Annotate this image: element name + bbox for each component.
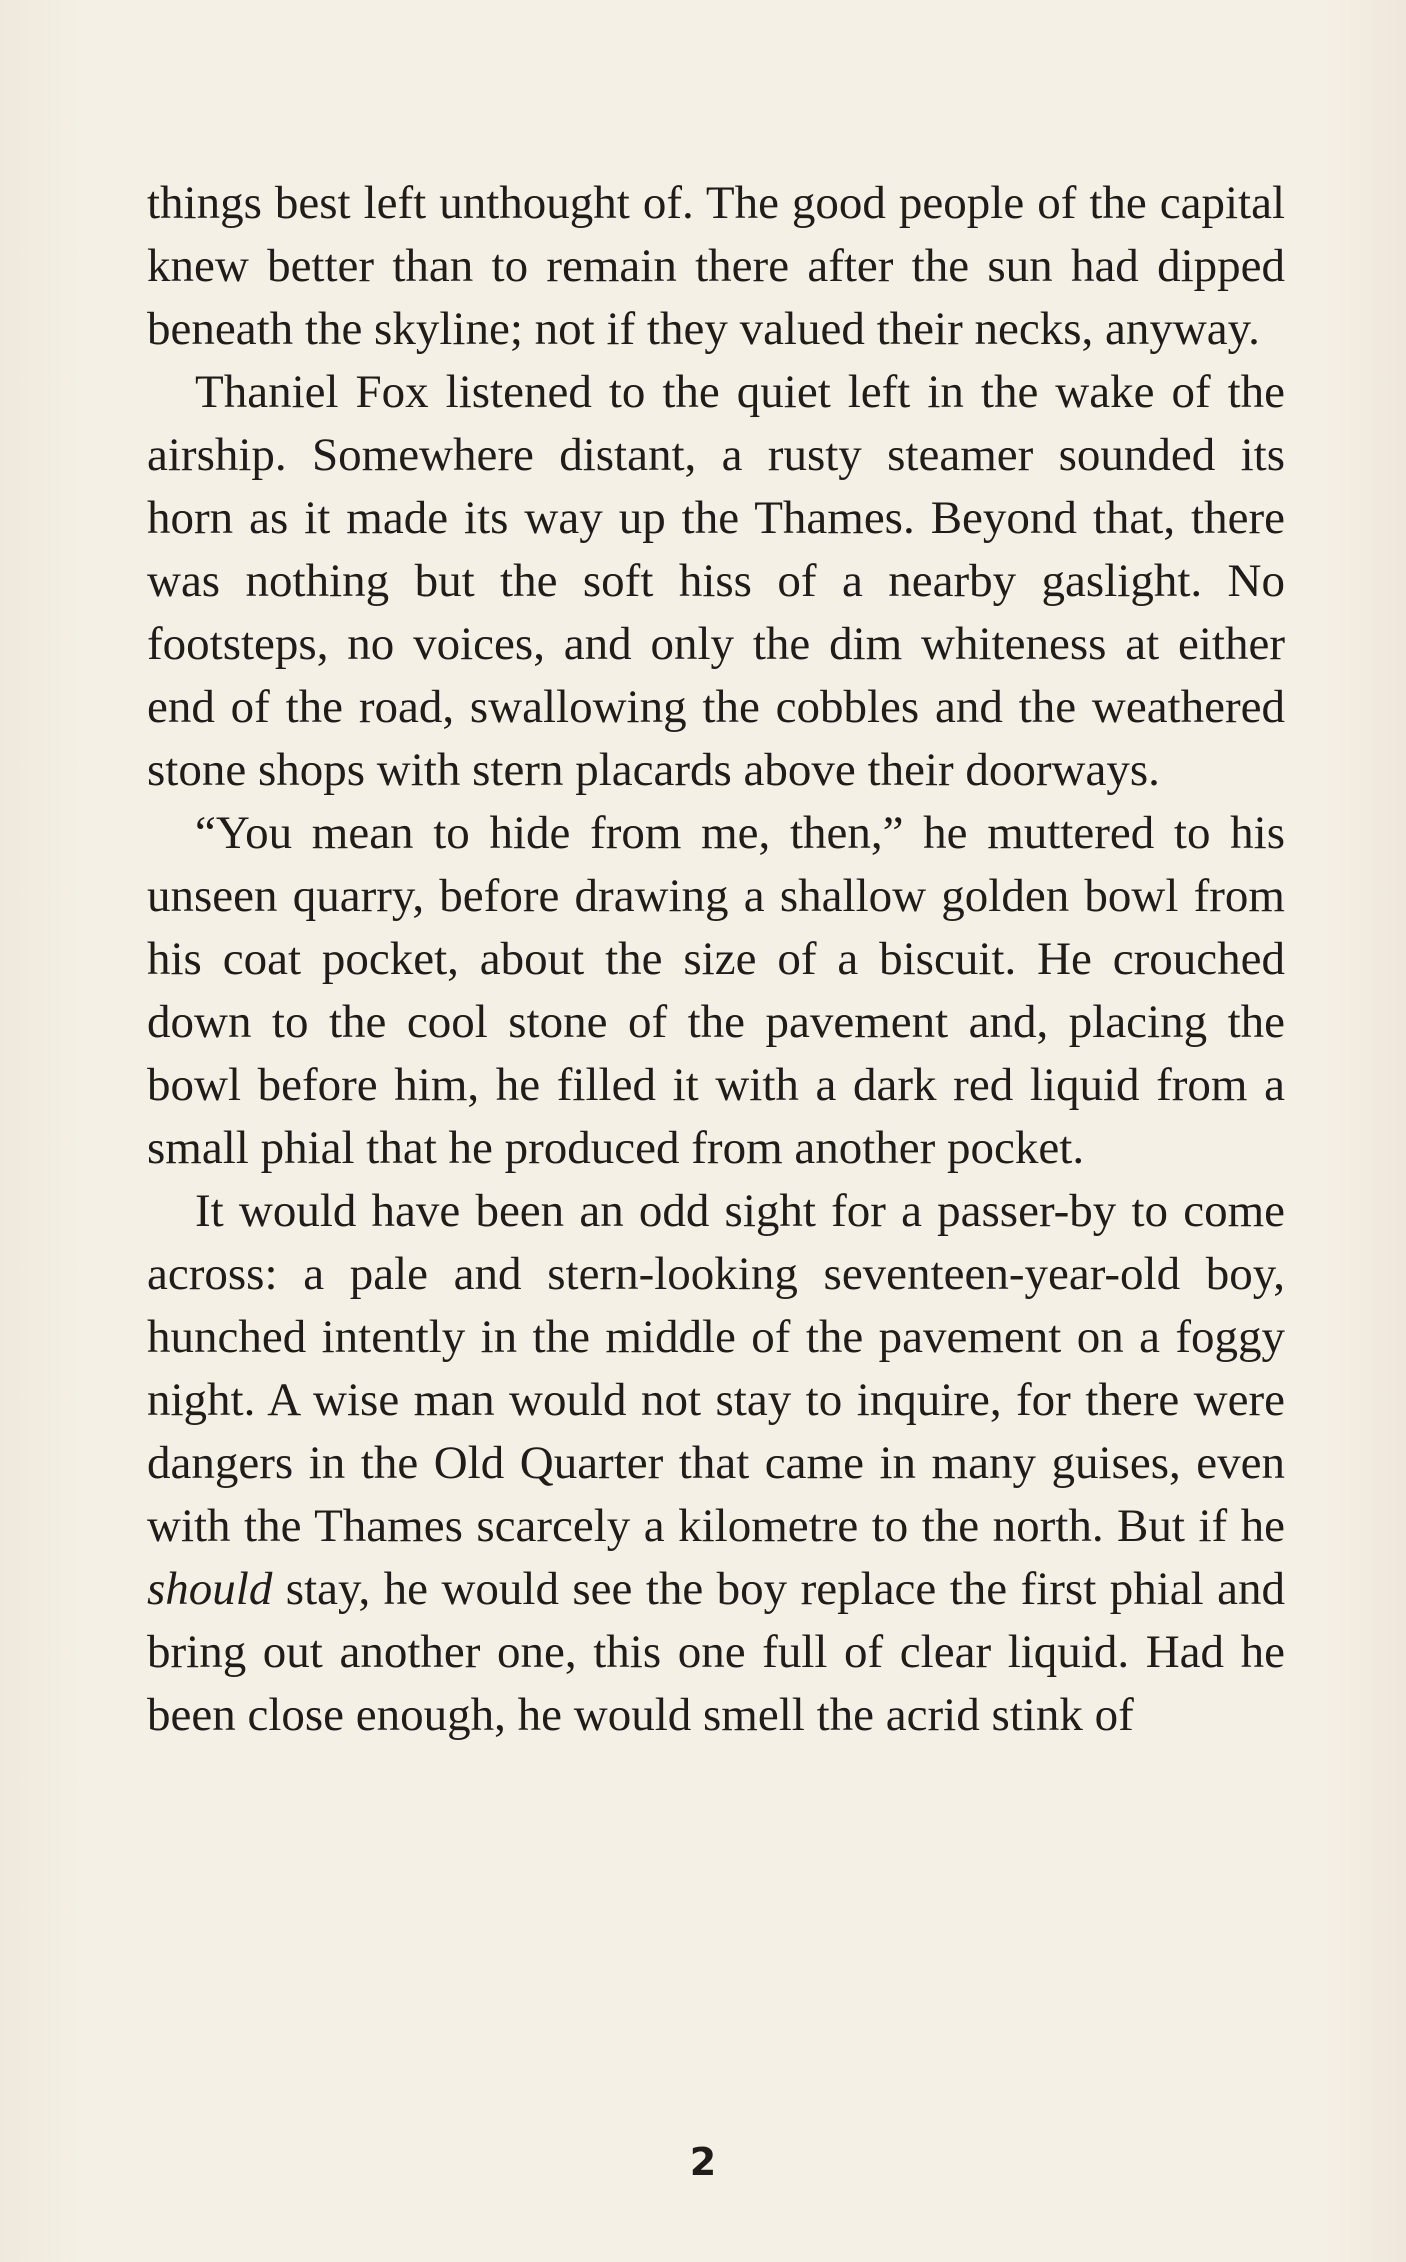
paragraph-passer-by-text-after: stay, he would see the boy replace the first phial and bring out another one, this one full of clear liquid. Had he been close enough, he would smell the acrid stink of [147, 1563, 1285, 1741]
page-number: 2 [689, 2140, 717, 2184]
paragraph-dialogue-bowl: “You mean to hide from me, then,” he muttered to his unseen quarry, before drawing a shallow golden bowl from his coat pocket, about the size of a biscuit. He crouched down to the cool stone of the pavement and, placing the bowl before him, he filled it with a dark red liquid from a small phial that he produced from another pocket. [147, 807, 1285, 1174]
paragraph-passer-by-text-before: It would have been an odd sight for a passer-by to come across: a pale and stern-looking seventeen-year-old boy, hunched intently in the middle of the pavement on a foggy night. A wise man would not stay to inquire, for there were dangers in the Old Quarter that came in many guises, even with the Thames scarcely a kilometre to the north. But if he [147, 1185, 1285, 1552]
paragraph-thaniel-listens: Thaniel Fox listened to the quiet left in the wake of the airship. Somewhere distant, a rusty steamer sounded its horn as it made its way up the Thames. Beyond that, there was nothing but the soft hiss of a nearby gaslight. No footsteps, no voices, and only the dim whiteness at either end of the road, swallowing the cobbles and the weathered stone shops with stern placards above their doorways. [147, 366, 1285, 796]
paragraph-continuation: things best left unthought of. The good people of the capital knew better than to remain there after the sun had dipped beneath the skyline; not if they valued their necks, anyway. [147, 177, 1285, 355]
paragraph-passer-by [147, 1180, 1285, 1747]
emphasis-should: should [147, 1563, 273, 1615]
body-text [147, 172, 1285, 1747]
